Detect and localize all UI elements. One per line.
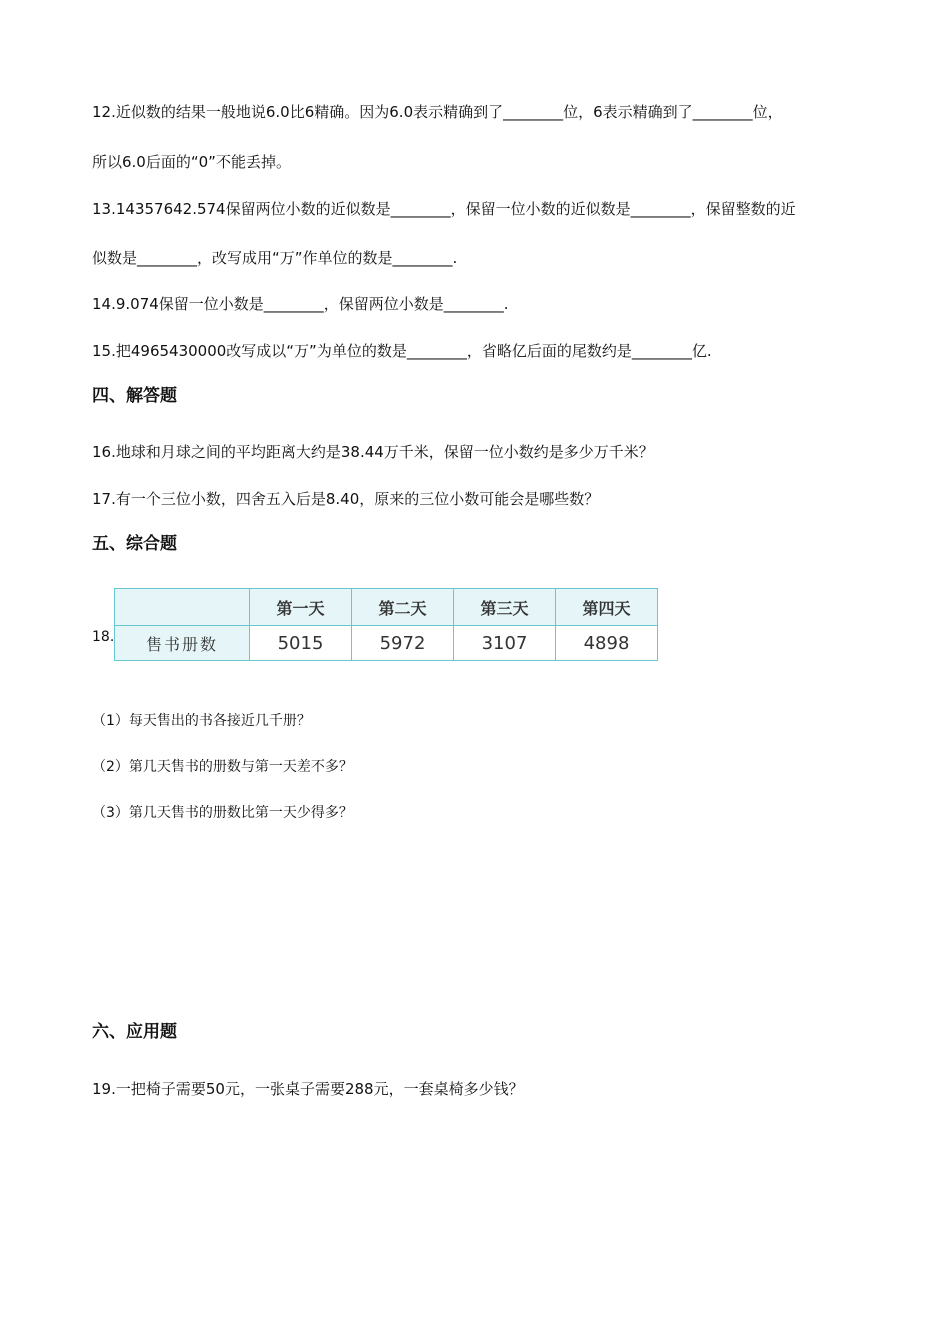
section-5-title: 五、综合题 — [92, 534, 177, 554]
row-label-books-sold: 售书册数 — [115, 626, 250, 661]
header-day-2: 第二天 — [352, 589, 454, 626]
question-18-number: 18. — [92, 629, 115, 645]
question-18-sub-2: （2）第几天售书的册数与第一天差不多？ — [92, 759, 353, 775]
question-13-line-1: 13.14357642.574保留两位小数的近似数是________，保留一位小数的近似数是________，保留整数的近 — [92, 200, 796, 218]
table-header-row — [115, 589, 658, 626]
question-13-line-2: 似数是________，改写成用“万”作单位的数是________. — [92, 249, 458, 267]
question-18-sub-3: （3）第几天售书的册数比第一天少得多？ — [92, 805, 353, 821]
table-corner-cell — [115, 589, 250, 626]
question-18-sub-1: （1）每天售出的书各接近几千册？ — [92, 713, 311, 729]
question-14: 14.9.074保留一位小数是________，保留两位小数是________. — [92, 295, 509, 313]
header-day-4: 第四天 — [556, 589, 658, 626]
table-row — [115, 626, 658, 661]
question-12-line-1: 12.近似数的结果一般地说6.0比6精确。因为6.0表示精确到了________位，6表示精确到了________位， — [92, 103, 783, 121]
book-sales-table — [114, 588, 658, 661]
header-day-3: 第三天 — [454, 589, 556, 626]
question-16: 16.地球和月球之间的平均距离大约是38.44万千米，保留一位小数约是多少万千米？ — [92, 443, 654, 461]
header-day-1: 第一天 — [250, 589, 352, 626]
question-12-line-2: 所以6.0后面的“0”不能丢掉。 — [92, 153, 291, 171]
question-17: 17.有一个三位小数，四舍五入后是8.40，原来的三位小数可能会是哪些数？ — [92, 490, 600, 508]
value-day-2: 5972 — [352, 626, 454, 661]
value-day-1: 5015 — [250, 626, 352, 661]
question-15: 15.把4965430000改写成以“万”为单位的数是________，省略亿后面的尾数约是________亿. — [92, 342, 712, 360]
value-day-3: 3107 — [454, 626, 556, 661]
value-day-4: 4898 — [556, 626, 658, 661]
section-4-title: 四、解答题 — [92, 386, 177, 406]
section-6-title: 六、应用题 — [92, 1022, 177, 1042]
question-19: 19.一把椅子需要50元，一张桌子需要288元，一套桌椅多少钱？ — [92, 1080, 524, 1098]
